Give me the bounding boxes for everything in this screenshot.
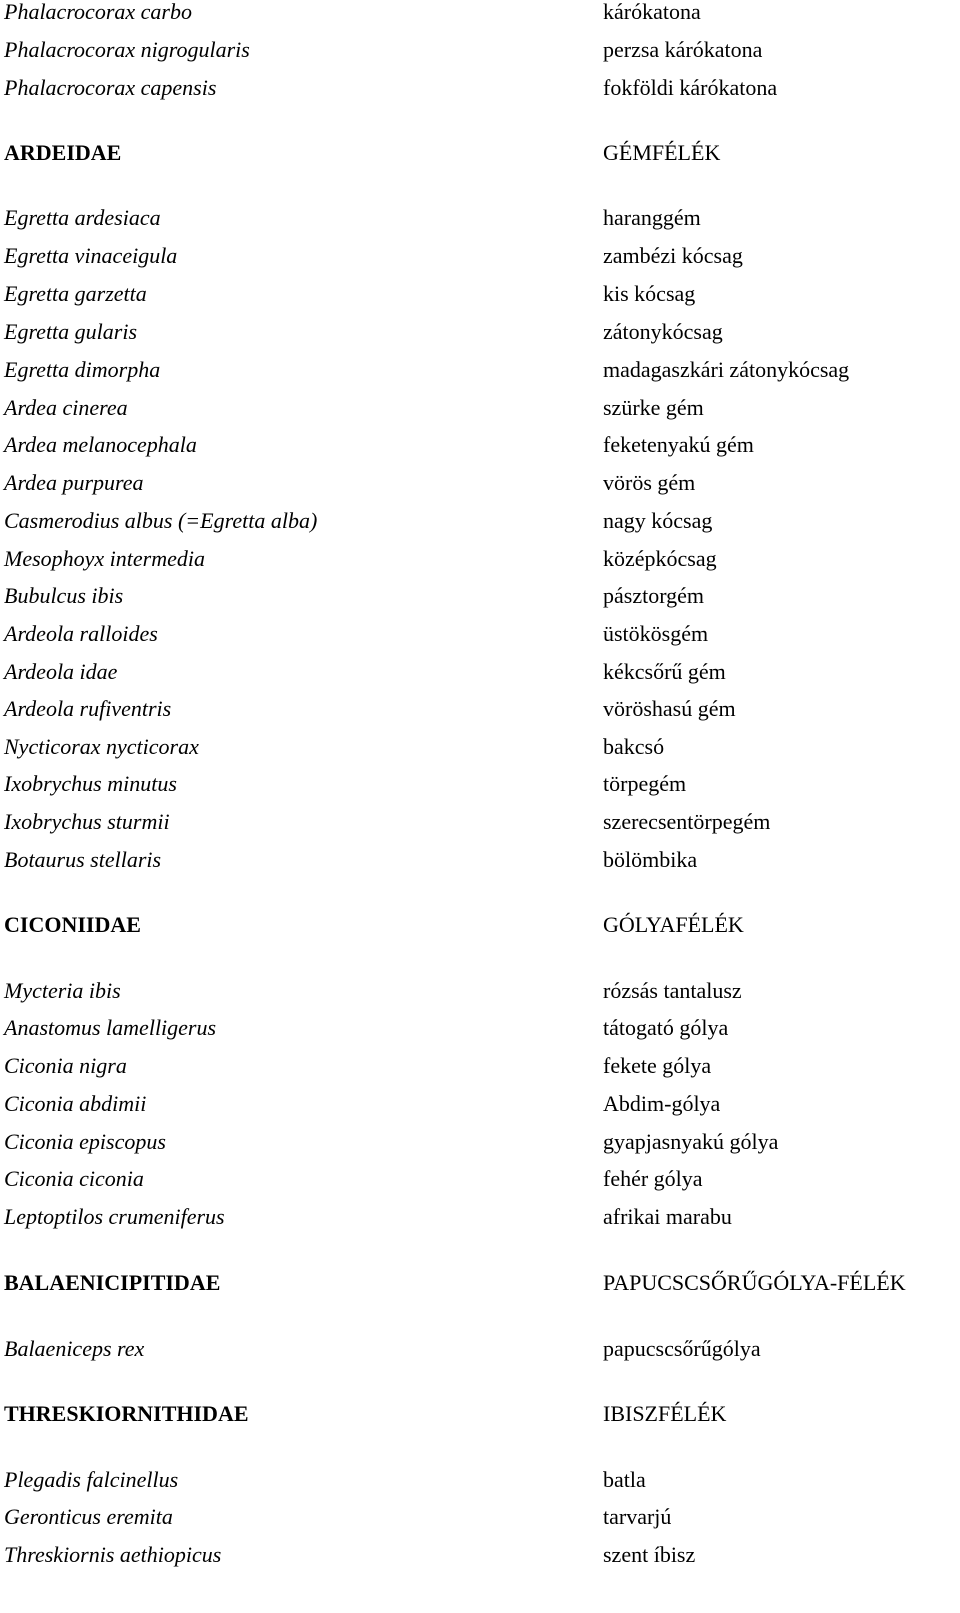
species-row bbox=[0, 1054, 960, 1084]
species-hungarian-name: vöröshasú gém bbox=[603, 696, 736, 721]
species-row bbox=[0, 1205, 960, 1235]
species-latin-name: Egretta gularis bbox=[4, 319, 138, 344]
species-hungarian-name: afrikai marabu bbox=[603, 1204, 732, 1229]
species-row bbox=[0, 1092, 960, 1122]
species-row bbox=[0, 1167, 960, 1197]
species-hungarian-name: nagy kócsag bbox=[603, 508, 713, 533]
species-hungarian-name: szerecsentörpegém bbox=[603, 809, 771, 834]
species-hungarian-name: kékcsőrű gém bbox=[603, 659, 726, 684]
species-latin-name: Phalacrocorax capensis bbox=[4, 75, 217, 100]
family-row bbox=[0, 1402, 960, 1432]
family-hungarian-name: IBISZFÉLÉK bbox=[603, 1401, 727, 1426]
species-hungarian-name: pásztorgém bbox=[603, 583, 705, 608]
family-latin-name: THRESKIORNITHIDAE bbox=[4, 1401, 249, 1426]
species-latin-name: Phalacrocorax nigrogularis bbox=[4, 37, 250, 62]
species-latin-name: Balaeniceps rex bbox=[4, 1336, 145, 1361]
species-latin-name: Ardeola ralloides bbox=[4, 621, 158, 646]
species-latin-name: Plegadis falcinellus bbox=[4, 1467, 179, 1492]
species-latin-name: Ixobrychus minutus bbox=[4, 771, 177, 796]
family-row bbox=[0, 913, 960, 943]
species-hungarian-name: üstökösgém bbox=[603, 621, 709, 646]
family-hungarian-name: GÉMFÉLÉK bbox=[603, 140, 721, 165]
family-row bbox=[0, 1271, 960, 1301]
species-row bbox=[0, 396, 960, 426]
species-latin-name: Egretta vinaceigula bbox=[4, 243, 178, 268]
species-hungarian-name: perzsa kárókatona bbox=[603, 37, 763, 62]
species-row bbox=[0, 1505, 960, 1535]
species-row bbox=[0, 772, 960, 802]
species-row bbox=[0, 1130, 960, 1160]
species-latin-name: Bubulcus ibis bbox=[4, 583, 124, 608]
species-hungarian-name: szent íbisz bbox=[603, 1542, 696, 1567]
species-row bbox=[0, 509, 960, 539]
species-latin-name: Casmerodius albus (=Egretta alba) bbox=[4, 508, 318, 533]
species-latin-name: Leptoptilos crumeniferus bbox=[4, 1204, 225, 1229]
species-hungarian-name: papucscsőrűgólya bbox=[603, 1336, 761, 1361]
species-latin-name: Anastomus lamelligerus bbox=[4, 1015, 217, 1040]
species-hungarian-name: kis kócsag bbox=[603, 281, 696, 306]
family-latin-name: CICONIIDAE bbox=[4, 912, 141, 937]
species-row bbox=[0, 584, 960, 614]
species-row bbox=[0, 320, 960, 350]
species-latin-name: Ciconia abdimii bbox=[4, 1091, 147, 1116]
species-hungarian-name: bakcsó bbox=[603, 734, 665, 759]
species-hungarian-name: gyapjasnyakú gólya bbox=[603, 1129, 779, 1154]
species-hungarian-name: kárókatona bbox=[603, 0, 701, 24]
species-hungarian-name: batla bbox=[603, 1467, 646, 1492]
family-latin-name: ARDEIDAE bbox=[4, 140, 122, 165]
species-hungarian-name: középkócsag bbox=[603, 546, 717, 571]
species-row bbox=[0, 38, 960, 68]
species-hungarian-name: haranggém bbox=[603, 205, 701, 230]
species-latin-name: Ardeola idae bbox=[4, 659, 118, 684]
species-hungarian-name: törpegém bbox=[603, 771, 687, 796]
species-row bbox=[0, 244, 960, 274]
family-hungarian-name: GÓLYAFÉLÉK bbox=[603, 912, 744, 937]
species-latin-name: Egretta ardesiaca bbox=[4, 205, 161, 230]
species-latin-name: Threskiornis aethiopicus bbox=[4, 1542, 222, 1567]
species-latin-name: Ardea cinerea bbox=[4, 395, 128, 420]
species-row bbox=[0, 622, 960, 652]
species-row bbox=[0, 1468, 960, 1498]
species-row bbox=[0, 282, 960, 312]
species-hungarian-name: rózsás tantalusz bbox=[603, 978, 742, 1003]
family-hungarian-name: PAPUCSCSŐRŰGÓLYA-FÉLÉK bbox=[603, 1270, 906, 1295]
species-hungarian-name: fekete gólya bbox=[603, 1053, 712, 1078]
species-hungarian-name: vörös gém bbox=[603, 470, 696, 495]
species-hungarian-name: tátogató gólya bbox=[603, 1015, 729, 1040]
species-row bbox=[0, 471, 960, 501]
species-latin-name: Ardeola rufiventris bbox=[4, 696, 172, 721]
species-row bbox=[0, 1337, 960, 1367]
species-latin-name: Geronticus eremita bbox=[4, 1504, 173, 1529]
species-latin-name: Egretta dimorpha bbox=[4, 357, 161, 382]
species-row bbox=[0, 206, 960, 236]
species-latin-name: Ciconia nigra bbox=[4, 1053, 127, 1078]
species-latin-name: Phalacrocorax carbo bbox=[4, 0, 192, 24]
species-row bbox=[0, 0, 960, 30]
species-hungarian-name: bölömbika bbox=[603, 847, 698, 872]
species-row bbox=[0, 979, 960, 1009]
species-row bbox=[0, 660, 960, 690]
species-row bbox=[0, 810, 960, 840]
species-hungarian-name: fokföldi kárókatona bbox=[603, 75, 778, 100]
family-row bbox=[0, 141, 960, 171]
species-latin-name: Egretta garzetta bbox=[4, 281, 147, 306]
species-row bbox=[0, 76, 960, 106]
species-row bbox=[0, 358, 960, 388]
species-latin-name: Ixobrychus sturmii bbox=[4, 809, 170, 834]
species-row bbox=[0, 697, 960, 727]
species-latin-name: Ciconia ciconia bbox=[4, 1166, 144, 1191]
species-hungarian-name: Abdim-gólya bbox=[603, 1091, 721, 1116]
species-row bbox=[0, 1016, 960, 1046]
species-row bbox=[0, 433, 960, 463]
species-latin-name: Ardea melanocephala bbox=[4, 432, 197, 457]
species-latin-name: Botaurus stellaris bbox=[4, 847, 162, 872]
species-row bbox=[0, 1543, 960, 1573]
species-hungarian-name: szürke gém bbox=[603, 395, 704, 420]
species-latin-name: Mesophoyx intermedia bbox=[4, 546, 205, 571]
species-row bbox=[0, 547, 960, 577]
species-row bbox=[0, 848, 960, 878]
species-hungarian-name: zambézi kócsag bbox=[603, 243, 743, 268]
species-hungarian-name: fehér gólya bbox=[603, 1166, 703, 1191]
species-hungarian-name: feketenyakú gém bbox=[603, 432, 754, 457]
species-hungarian-name: madagaszkári zátonykócsag bbox=[603, 357, 850, 382]
species-hungarian-name: zátonykócsag bbox=[603, 319, 723, 344]
species-latin-name: Ardea purpurea bbox=[4, 470, 144, 495]
species-latin-name: Ciconia episcopus bbox=[4, 1129, 166, 1154]
family-latin-name: BALAENICIPITIDAE bbox=[4, 1270, 221, 1295]
species-hungarian-name: tarvarjú bbox=[603, 1504, 672, 1529]
species-latin-name: Nycticorax nycticorax bbox=[4, 734, 199, 759]
species-latin-name: Mycteria ibis bbox=[4, 978, 121, 1003]
species-row bbox=[0, 735, 960, 765]
